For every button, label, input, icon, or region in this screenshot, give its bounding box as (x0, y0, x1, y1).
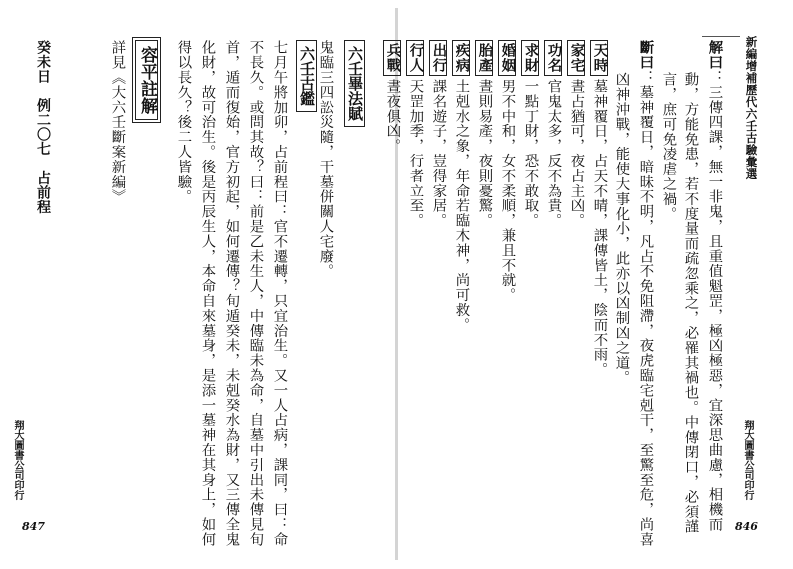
gujian-line-1: 七月午將加卯，占前程曰：官不遷轉，只宜治生。又一人占病，課同，曰：命 (271, 40, 288, 547)
category-row: 行人天罡加季，行者立至。 (406, 40, 424, 228)
explanation-line-3: 言，庶可免凌虐之禍。 (660, 72, 677, 221)
header-rule (702, 36, 740, 37)
category-label-bingzhan: 兵戰 (383, 40, 401, 76)
gujian-line-5: 得以長久？後二人皆驗。 (175, 40, 192, 204)
category-label-chuxing: 出行 (429, 40, 447, 76)
gujian-line-3: 首，遁而復始，官方初起，如何遷傳？旬遁癸未，未剋癸水為財，又三傳全鬼 (223, 40, 240, 547)
category-row: 婚姻男不中和，女不柔順，兼且不就。 (498, 40, 516, 302)
left-publisher: 翔大圖書公司印行 (12, 420, 23, 500)
category-label-jiazhai: 家宅 (567, 40, 585, 76)
annotation-text: 詳見《大六壬斷案新編》 (109, 40, 126, 204)
judgment-label: 斷曰 (637, 40, 655, 70)
category-label-gongming: 功名 (544, 40, 562, 76)
category-label-jibing: 疾病 (452, 40, 470, 76)
gujian-line-4: 化財，故可治生。後是丙辰生人，本命自來墓身，是添一墓神在其身上，如何 (199, 40, 216, 547)
category-row: 兵戰晝夜俱凶。 (383, 40, 401, 153)
page-number-left: 847 (22, 520, 45, 533)
right-publisher: 翔大圖書公司印行 (742, 420, 753, 500)
category-row: 家宅晝占猶可，夜占主凶。 (567, 40, 585, 228)
category-row: 胎產晝則易產，夜則憂驚。 (475, 40, 493, 228)
category-row: 天時墓神覆日，占天不晴，課傳皆土，陰而不雨。 (590, 40, 608, 377)
category-label-hunyin: 婚姻 (498, 40, 516, 76)
category-label-taichan: 胎產 (475, 40, 493, 76)
category-row: 功名官鬼太多，反不為貴。 (544, 40, 562, 228)
left-page-header: 癸未日 例二〇七 占前程 (35, 40, 51, 214)
category-row: 求財一點丁財，恐不敢取。 (521, 40, 539, 228)
gujian-line-2: 不長久。或問其故？曰：前是乙未生人，中傳臨未為命，自墓中引出未傳見旬 (247, 40, 264, 547)
category-label-xingren: 行人 (406, 40, 424, 76)
explanation-line-1: 解曰：三傳四課，無一非鬼，且重值魁罡，極凶極惡，宜深思曲慮，相機而 (706, 40, 724, 532)
explanation-label: 解曰 (706, 40, 724, 70)
category-label-tianshi: 天時 (590, 40, 608, 76)
annotation-title: 容平註解 (135, 40, 158, 120)
explanation-line-2: 動，方能免患，若不度量而疏忽乘之，必罹其禍也。中傳閉口，必須謹 (682, 72, 699, 534)
judgment-line-2: 凶神沖戰，能使大事化小，此亦以凶制凶之道。 (613, 72, 630, 385)
page-number-right: 846 (735, 520, 758, 533)
bifu-title: 六壬畢法賦 (344, 40, 365, 127)
category-row: 疾病土剋水之象，年命若臨木神，尚可救。 (452, 40, 470, 332)
category-label-qiucai: 求財 (521, 40, 539, 76)
gujian-title: 六壬古鑑 (296, 40, 317, 112)
judgment-line-1: 斷曰：墓神覆日，暗昧不明，凡占不免阻滯，夜虎臨宅剋干，至驚至危，尚喜 (637, 40, 655, 547)
bifu-text: 鬼臨三四訟災隨，干墓併關人宅廢。 (317, 40, 334, 279)
right-page-header: 新編增補歷代六壬古驗彙選 (744, 36, 759, 180)
category-row: 出行課名遊子，豈得家居。 (429, 40, 447, 228)
right-page (384, 0, 793, 569)
